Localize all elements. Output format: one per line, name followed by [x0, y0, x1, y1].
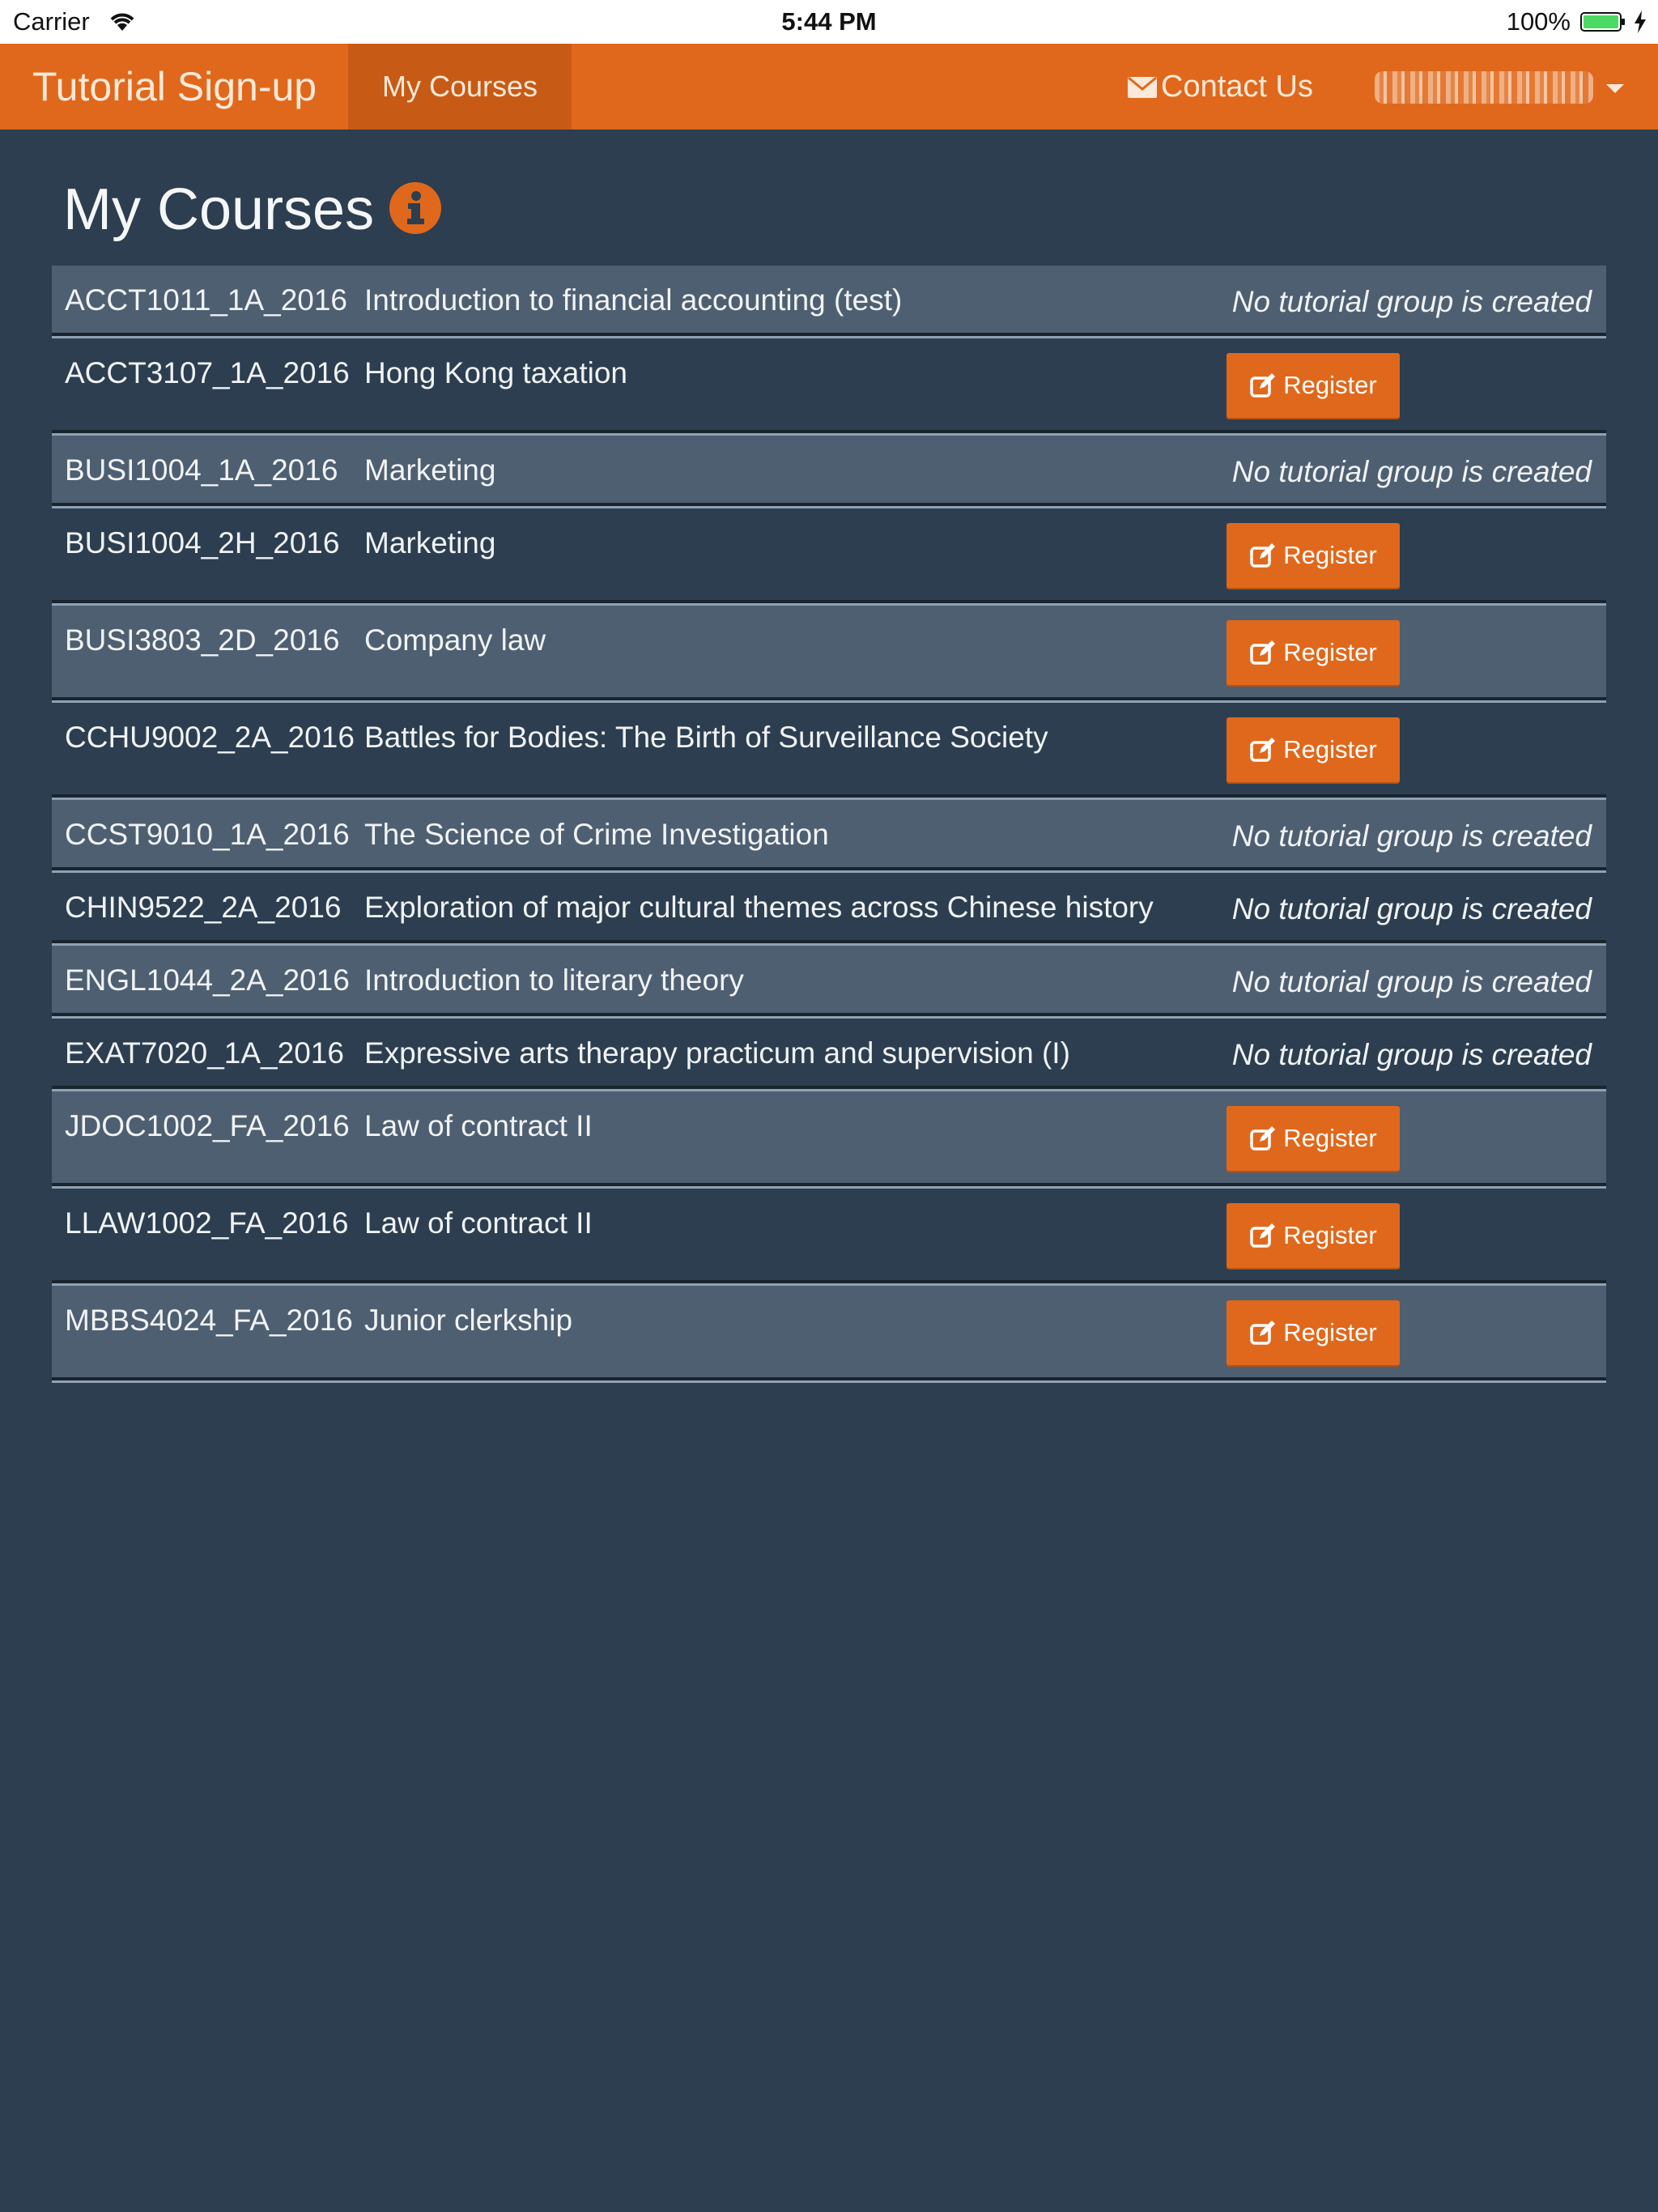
no-group-status: No tutorial group is created: [1231, 455, 1592, 488]
edit-icon: [1249, 1319, 1277, 1346]
table-row: [52, 1189, 1606, 1283]
edit-icon: [1249, 542, 1277, 569]
course-code: ACCT1011_1A_2016: [65, 283, 348, 317]
course-title: Marketing: [364, 526, 496, 559]
envelope-icon: [1127, 75, 1158, 100]
table-row: [52, 800, 1606, 870]
clock: 5:44 PM: [781, 7, 877, 36]
course-title: Law of contract II: [364, 1109, 593, 1142]
course-code: CCST9010_1A_2016: [65, 818, 350, 851]
course-title: Introduction to financial accounting (test): [364, 283, 903, 317]
register-button[interactable]: [1226, 1300, 1400, 1365]
course-title: Marketing: [364, 453, 496, 487]
no-group-status: No tutorial group is created: [1231, 892, 1592, 925]
register-label: Register: [1283, 735, 1377, 764]
register-button[interactable]: [1226, 1106, 1400, 1171]
course-title: Exploration of major cultural themes across Chinese history: [364, 891, 1154, 924]
edit-icon: [1249, 1222, 1277, 1249]
table-row: [52, 266, 1606, 336]
register-label: Register: [1283, 1221, 1377, 1249]
course-title: Expressive arts therapy practicum and supervision (I): [364, 1036, 1070, 1070]
register-button[interactable]: [1226, 353, 1400, 418]
contact-us-link[interactable]: [1127, 44, 1313, 130]
table-row: [52, 436, 1606, 506]
register-button[interactable]: [1226, 1203, 1400, 1268]
table-row: [52, 873, 1606, 943]
navbar: [0, 44, 1658, 130]
register-button[interactable]: [1226, 620, 1400, 685]
no-group-status: No tutorial group is created: [1231, 285, 1592, 318]
register-label: Register: [1283, 371, 1377, 399]
register-label: Register: [1283, 1124, 1377, 1152]
course-title: Hong Kong taxation: [364, 356, 628, 389]
table-row: [52, 338, 1606, 433]
course-code: MBBS4024_FA_2016: [65, 1304, 353, 1337]
course-code: CHIN9522_2A_2016: [65, 891, 342, 924]
battery-icon: [1580, 12, 1626, 32]
register-button[interactable]: [1226, 523, 1400, 588]
course-table: [52, 266, 1606, 1383]
course-code: ACCT3107_1A_2016: [65, 356, 350, 389]
status-bar: [0, 0, 1658, 44]
user-name-redacted[interactable]: [1375, 71, 1593, 104]
carrier-label: Carrier: [13, 7, 90, 36]
register-label: Register: [1283, 1318, 1377, 1346]
register-label: Register: [1283, 638, 1377, 666]
course-code: CCHU9002_2A_2016: [65, 721, 355, 754]
course-title: Junior clerkship: [364, 1304, 573, 1337]
course-title: Law of contract II: [364, 1206, 593, 1240]
no-group-status: No tutorial group is created: [1231, 965, 1592, 998]
course-title: Battles for Bodies: The Birth of Surveillance Society: [364, 721, 1048, 754]
course-title: Company law: [364, 623, 546, 657]
course-code: BUSI1004_2H_2016: [65, 526, 340, 559]
info-icon[interactable]: [389, 181, 442, 235]
register-button[interactable]: [1226, 717, 1400, 782]
charging-bolt-icon: [1632, 10, 1648, 34]
course-code: ENGL1044_2A_2016: [65, 963, 350, 997]
course-code: EXAT7020_1A_2016: [65, 1036, 344, 1070]
table-row: [52, 946, 1606, 1016]
course-code: LLAW1002_FA_2016: [65, 1206, 349, 1240]
table-row: [52, 1091, 1606, 1186]
course-code: JDOC1002_FA_2016: [65, 1109, 350, 1142]
page-title: My Courses: [63, 177, 375, 242]
no-group-status: No tutorial group is created: [1231, 819, 1592, 853]
contact-us-label: Contact Us: [1161, 70, 1313, 104]
caret-down-icon[interactable]: [1606, 84, 1624, 93]
tab-my-courses[interactable]: My Courses: [348, 44, 572, 130]
table-row: [52, 606, 1606, 700]
course-title: The Science of Crime Investigation: [364, 818, 829, 851]
edit-icon: [1249, 372, 1277, 399]
table-row: [52, 703, 1606, 798]
table-row: [52, 1286, 1606, 1380]
course-code: BUSI3803_2D_2016: [65, 623, 340, 657]
course-title: Introduction to literary theory: [364, 963, 744, 997]
table-row: [52, 508, 1606, 603]
battery-percent: 100%: [1506, 7, 1571, 36]
course-code: BUSI1004_1A_2016: [65, 453, 338, 487]
edit-icon: [1249, 1125, 1277, 1152]
edit-icon: [1249, 736, 1277, 764]
brand-link[interactable]: Tutorial Sign-up: [32, 64, 317, 109]
no-group-status: No tutorial group is created: [1231, 1038, 1592, 1071]
table-row: [52, 1019, 1606, 1089]
register-label: Register: [1283, 541, 1377, 569]
edit-icon: [1249, 639, 1277, 666]
